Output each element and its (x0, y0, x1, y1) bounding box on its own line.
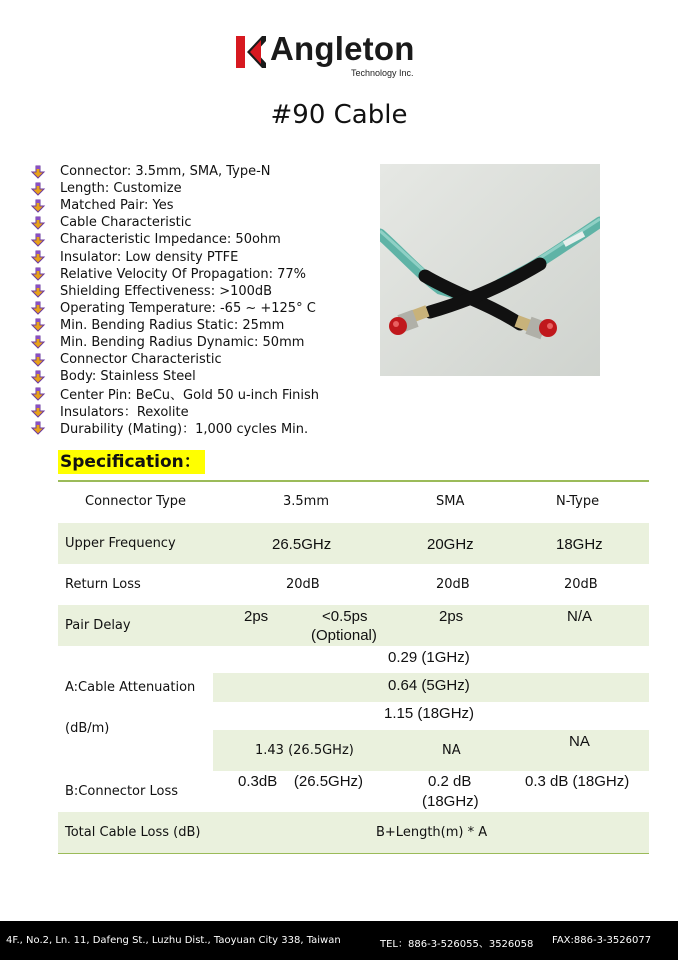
feature-text: Min. Bending Radius Static: 25mm (60, 317, 285, 333)
feature-text: Min. Bending Radius Dynamic: 50mm (60, 334, 305, 350)
attenuation-18ghz: 1.15 (18GHz) (384, 705, 475, 722)
feature-item (30, 180, 319, 197)
feature-text: Connector: 3.5mm, SMA, Type-N (60, 164, 271, 180)
product-photo (380, 164, 600, 376)
pair-delay-optional-note: (Optional) (311, 627, 377, 644)
pair-delay-sma: 2ps (439, 608, 464, 625)
arrow-down-bullet-icon (30, 387, 46, 401)
pair-delay-optional-value: <0.5ps (322, 608, 368, 625)
feature-item (30, 163, 319, 180)
footer-telephone: TEL：886-3-526055、3526058 (380, 939, 534, 950)
connector-loss-n-type: 0.3 dB (18GHz) (525, 773, 630, 790)
company-logo (236, 30, 446, 82)
attenuation-sma-na: NA (442, 743, 461, 758)
header-3-5mm: 3.5mm (283, 494, 330, 509)
feature-item (30, 351, 319, 368)
feature-text: Characteristic Impedance: 50ohm (60, 232, 281, 248)
attenuation-1ghz: 0.29 (1GHz) (388, 649, 470, 666)
feature-text: Operating Temperature: -65 ~ +125° C (60, 300, 316, 316)
feature-text: Insulators：Rexolite (60, 405, 189, 421)
feature-text: Body: Stainless Steel (60, 369, 196, 385)
return-loss-label: Return Loss (65, 577, 141, 592)
return-loss-3-5mm: 20dB (286, 577, 320, 592)
feature-text: Relative Velocity Of Propagation: 77% (60, 266, 306, 282)
feature-item (30, 214, 319, 231)
cable-attenuation-label: A:Cable Attenuation (65, 680, 196, 695)
footer-address: 4F., No.2, Ln. 11, Dafeng St., Luzhu Dist., Taoyuan City 338, Taiwan (6, 935, 341, 946)
arrow-down-bullet-icon (30, 182, 46, 196)
connector-loss-sma-freq: (18GHz) (422, 793, 479, 810)
arrow-down-bullet-icon (30, 250, 46, 264)
pair-delay-3-5mm: 2ps (244, 608, 269, 625)
footer (0, 921, 678, 960)
feature-item (30, 419, 319, 436)
attenuation-5ghz: 0.64 (5GHz) (388, 677, 470, 694)
arrow-down-bullet-icon (30, 318, 46, 332)
arrow-down-bullet-icon (30, 301, 46, 315)
feature-item (30, 197, 319, 214)
arrow-down-bullet-icon (30, 404, 46, 418)
attenuation-n-type-na: NA (569, 733, 590, 750)
feature-item (30, 283, 319, 300)
pair-delay-label: Pair Delay (65, 618, 131, 633)
arrow-down-bullet-icon (30, 267, 46, 281)
header-sma: SMA (436, 494, 465, 509)
footer-fax: FAX:886-3-3526077 (552, 935, 652, 946)
pair-delay-n-type: N/A (567, 608, 593, 625)
connector-loss-3-5mm: 0.3dB (26.5GHz) (238, 773, 364, 790)
feature-text: Shielding Effectiveness: >100dB (60, 283, 273, 299)
header-connector-type: Connector Type (85, 494, 187, 509)
arrow-down-bullet-icon (30, 165, 46, 179)
feature-text: Connector Characteristic (60, 352, 222, 368)
feature-text: Center Pin: BeCu、Gold 50 u-inch Finish (60, 388, 320, 404)
feature-item (30, 317, 319, 334)
feature-item (30, 402, 319, 419)
cable-attenuation-unit: (dB/m) (65, 721, 110, 736)
arrow-down-bullet-icon (30, 353, 46, 367)
feature-item (30, 248, 319, 265)
feature-item (30, 385, 319, 402)
feature-item (30, 231, 319, 248)
arrow-down-bullet-icon (30, 284, 46, 298)
feature-item (30, 334, 319, 351)
upper-frequency-sma: 20GHz (427, 536, 474, 553)
return-loss-n-type: 20dB (564, 577, 598, 592)
angleton-logo-mark-icon (236, 36, 266, 68)
upper-frequency-label: Upper Frequency (65, 536, 176, 551)
page-title: #90 Cable (270, 100, 408, 130)
feature-text: Durability (Mating)：1,000 cycles Min. (60, 422, 309, 438)
arrow-down-bullet-icon (30, 233, 46, 247)
upper-frequency-3-5mm: 26.5GHz (272, 536, 332, 553)
feature-text: Length: Customize (60, 181, 182, 197)
feature-item (30, 266, 319, 283)
feature-list (30, 163, 319, 437)
total-cable-loss-formula: B+Length(m) * A (376, 825, 488, 840)
feature-text: Matched Pair: Yes (60, 198, 174, 214)
feature-text: Insulator: Low density PTFE (60, 249, 239, 265)
header-n-type: N-Type (556, 494, 600, 509)
arrow-down-bullet-icon (30, 199, 46, 213)
total-cable-loss-label: Total Cable Loss (dB) (65, 825, 201, 840)
feature-text: Cable Characteristic (60, 215, 192, 231)
specification-heading: Specification： (58, 450, 205, 474)
return-loss-sma: 20dB (436, 577, 470, 592)
feature-item (30, 368, 319, 385)
brand-subtitle: Technology Inc. (351, 68, 414, 78)
connector-loss-label: B:Connector Loss (65, 784, 178, 799)
arrow-down-bullet-icon (30, 335, 46, 349)
connector-loss-sma-value: 0.2 dB (428, 773, 472, 790)
upper-frequency-n-type: 18GHz (556, 536, 603, 553)
arrow-down-bullet-icon (30, 216, 46, 230)
attenuation-26-5ghz: 1.43 (26.5GHz) (255, 743, 354, 758)
feature-item (30, 300, 319, 317)
brand-name: Angleton (270, 30, 415, 67)
arrow-down-bullet-icon (30, 370, 46, 384)
arrow-down-bullet-icon (30, 421, 46, 435)
